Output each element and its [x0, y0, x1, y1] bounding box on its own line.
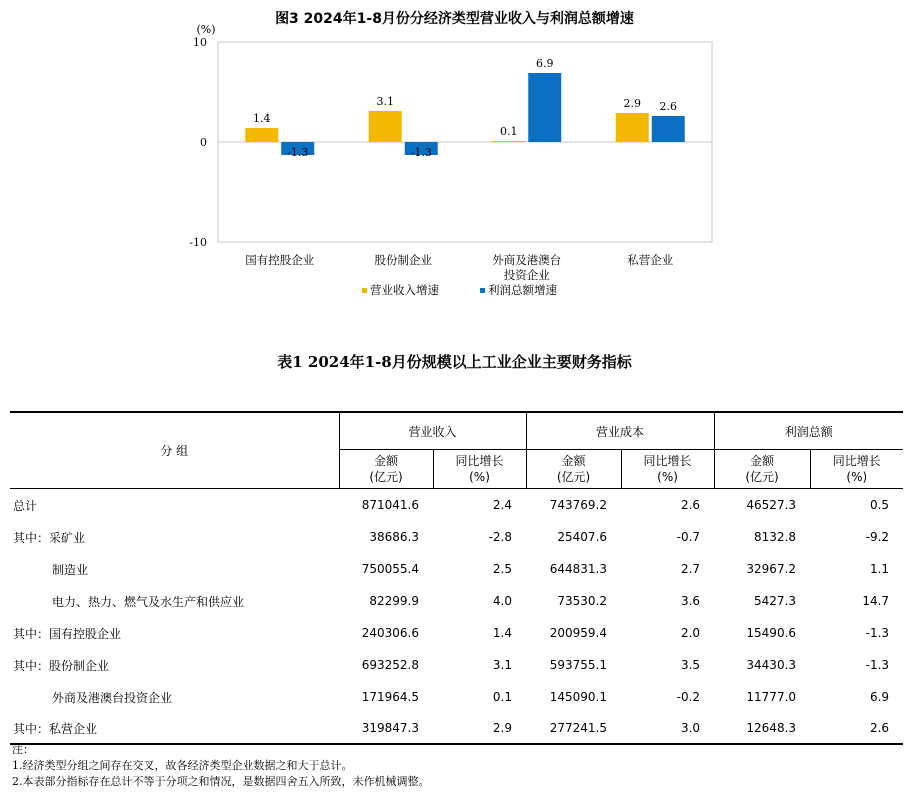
amount-subheader	[526, 450, 621, 489]
subheader-line: 同比增长	[832, 454, 881, 468]
data-label: 3.1	[376, 95, 394, 108]
bar-revenue	[492, 141, 525, 142]
growth-cell: 1.4	[492, 626, 513, 640]
growth-cell: 3.5	[680, 658, 701, 672]
y-tick-label: 10	[193, 36, 207, 49]
bar-profit	[528, 73, 561, 142]
growth-cell: 2.6	[810, 713, 903, 744]
growth-cell: 2.0	[680, 626, 701, 640]
growth-cell: 14.7	[862, 594, 890, 608]
growth-cell: -9.2	[865, 530, 890, 544]
legend-swatch-revenue	[362, 288, 367, 293]
amount-cell: 145090.1	[549, 690, 608, 704]
amount-cell: 743769.2	[549, 498, 608, 512]
amount-cell: 644831.3	[549, 562, 608, 576]
amount-cell: 8132.8	[754, 530, 797, 544]
growth-cell: -1.3	[865, 658, 890, 672]
growth-subheader	[621, 450, 714, 489]
subheader-line: (亿元)	[745, 470, 779, 484]
x-category-label: 外商及港澳台	[492, 253, 562, 267]
amount-cell: 11777.0	[746, 690, 797, 704]
data-label: 2.6	[659, 100, 677, 113]
growth-cell: 2.7	[680, 562, 701, 576]
chart-title: 图3 2024年1-8月份分经济类型营业收入与利润总额增速	[275, 11, 634, 27]
table-title: 表1 2024年1-8月份规模以上工业企业主要财务指标	[277, 353, 632, 371]
growth-cell: 2.4	[492, 498, 513, 512]
financial-indicators-table	[10, 411, 903, 745]
growth-cell: 4.0	[492, 594, 513, 608]
y-tick-label: 0	[200, 136, 207, 149]
bar-chart	[0, 0, 909, 320]
growth-cell: 0.5	[869, 498, 890, 512]
bar-profit	[652, 116, 685, 142]
row-label: 电力、热力、燃气及水生产和供应业	[52, 594, 245, 609]
subheader-line: 同比增长	[643, 454, 692, 468]
x-category-label: 国有控股企业	[245, 253, 315, 267]
subheader-line: (%)	[846, 470, 868, 484]
amount-cell: 25407.6	[557, 530, 608, 544]
amount-cell: 15490.6	[746, 626, 797, 640]
table-row	[10, 489, 903, 522]
subheader-line: 金额	[561, 454, 586, 468]
note-line-2: 2.本表部分指标存在总计不等于分项之和情况，是数据四舍五入所致，未作机械调整。	[12, 775, 430, 788]
amount-cell: 82299.9	[369, 594, 419, 608]
table-row	[10, 553, 903, 585]
profit-header: 利润总额	[714, 412, 903, 450]
table-row	[10, 681, 903, 713]
growth-subheader	[810, 450, 903, 489]
table-row	[10, 617, 903, 649]
amount-cell: 693252.8	[361, 658, 419, 672]
data-label: -1.3	[287, 146, 309, 159]
notes-title: 注：	[12, 743, 34, 756]
amount-cell: 871041.6	[361, 498, 419, 512]
growth-cell: 6.9	[869, 690, 890, 704]
table-row	[10, 521, 903, 553]
bar-revenue	[369, 111, 402, 142]
legend-swatch-profit	[480, 288, 485, 293]
amount-cell: 319847.3	[339, 713, 433, 744]
table-row	[10, 585, 903, 617]
data-label: 2.9	[623, 97, 641, 110]
bar-revenue	[616, 113, 649, 142]
y-unit-label: (%)	[196, 23, 216, 36]
amount-cell: 73530.2	[557, 594, 608, 608]
growth-cell: 2.5	[492, 562, 513, 576]
subheader-line: 金额	[750, 454, 775, 468]
row-label: 总计	[13, 498, 38, 513]
growth-cell: -0.2	[676, 690, 701, 704]
amount-cell: 750055.4	[361, 562, 419, 576]
revenue-header: 营业收入	[339, 412, 526, 450]
row-label: 其中：国有控股企业	[13, 626, 122, 641]
subheader-line: 同比增长	[455, 454, 504, 468]
table-notes	[12, 742, 430, 790]
x-category-label: 投资企业	[503, 268, 550, 282]
amount-cell: 593755.1	[549, 658, 608, 672]
amount-cell: 38686.3	[369, 530, 419, 544]
amount-cell: 171964.5	[361, 690, 419, 704]
growth-cell: 0.1	[492, 690, 513, 704]
growth-cell: 1.1	[869, 562, 890, 576]
amount-cell: 32967.2	[746, 562, 797, 576]
subheader-line: 金额	[373, 454, 398, 468]
amount-cell: 277241.5	[526, 713, 621, 744]
growth-cell: 3.1	[492, 658, 513, 672]
data-label: -1.3	[410, 146, 432, 159]
y-tick-label: -10	[189, 236, 207, 249]
amount-cell: 5427.3	[754, 594, 797, 608]
growth-cell: -0.7	[676, 530, 701, 544]
data-label: 1.4	[253, 112, 271, 125]
legend-label: 营业收入增速	[370, 283, 439, 297]
subheader-line: (%)	[469, 470, 490, 484]
growth-cell: 2.6	[680, 498, 701, 512]
row-label: 其中：采矿业	[13, 530, 86, 545]
amount-cell: 12648.3	[714, 713, 810, 744]
cost-header: 营业成本	[526, 412, 714, 450]
data-label: 0.1	[500, 125, 518, 138]
growth-cell: -1.3	[865, 626, 890, 640]
amount-subheader	[714, 450, 810, 489]
note-line-1: 1.经济类型分组之间存在交叉，故各经济类型企业数据之和大于总计。	[12, 759, 353, 772]
growth-cell: -2.8	[488, 530, 513, 544]
growth-subheader	[433, 450, 526, 489]
growth-cell: 3.6	[680, 594, 701, 608]
growth-cell: 2.9	[433, 713, 526, 744]
x-category-label: 私营企业	[627, 253, 674, 267]
amount-cell: 34430.3	[746, 658, 797, 672]
bar-revenue	[245, 128, 278, 142]
subheader-line: (亿元)	[369, 470, 403, 484]
amount-subheader	[339, 450, 433, 489]
subheader-line: (%)	[657, 470, 678, 484]
row-label: 其中：私营企业	[10, 713, 339, 744]
growth-cell: 3.0	[621, 713, 714, 744]
table-row	[10, 649, 903, 681]
amount-cell: 46527.3	[746, 498, 797, 512]
group-column-header: 分 组	[10, 412, 339, 489]
row-label: 制造业	[52, 562, 89, 577]
legend-label: 利润总额增速	[488, 283, 557, 297]
row-label: 外商及港澳台投资企业	[52, 690, 173, 705]
table-row	[10, 713, 903, 744]
row-label: 其中：股份制企业	[13, 658, 110, 673]
amount-cell: 200959.4	[549, 626, 608, 640]
x-category-label: 股份制企业	[374, 253, 432, 267]
data-label: 6.9	[536, 57, 554, 70]
amount-cell: 240306.6	[361, 626, 419, 640]
subheader-line: (亿元)	[556, 470, 591, 484]
